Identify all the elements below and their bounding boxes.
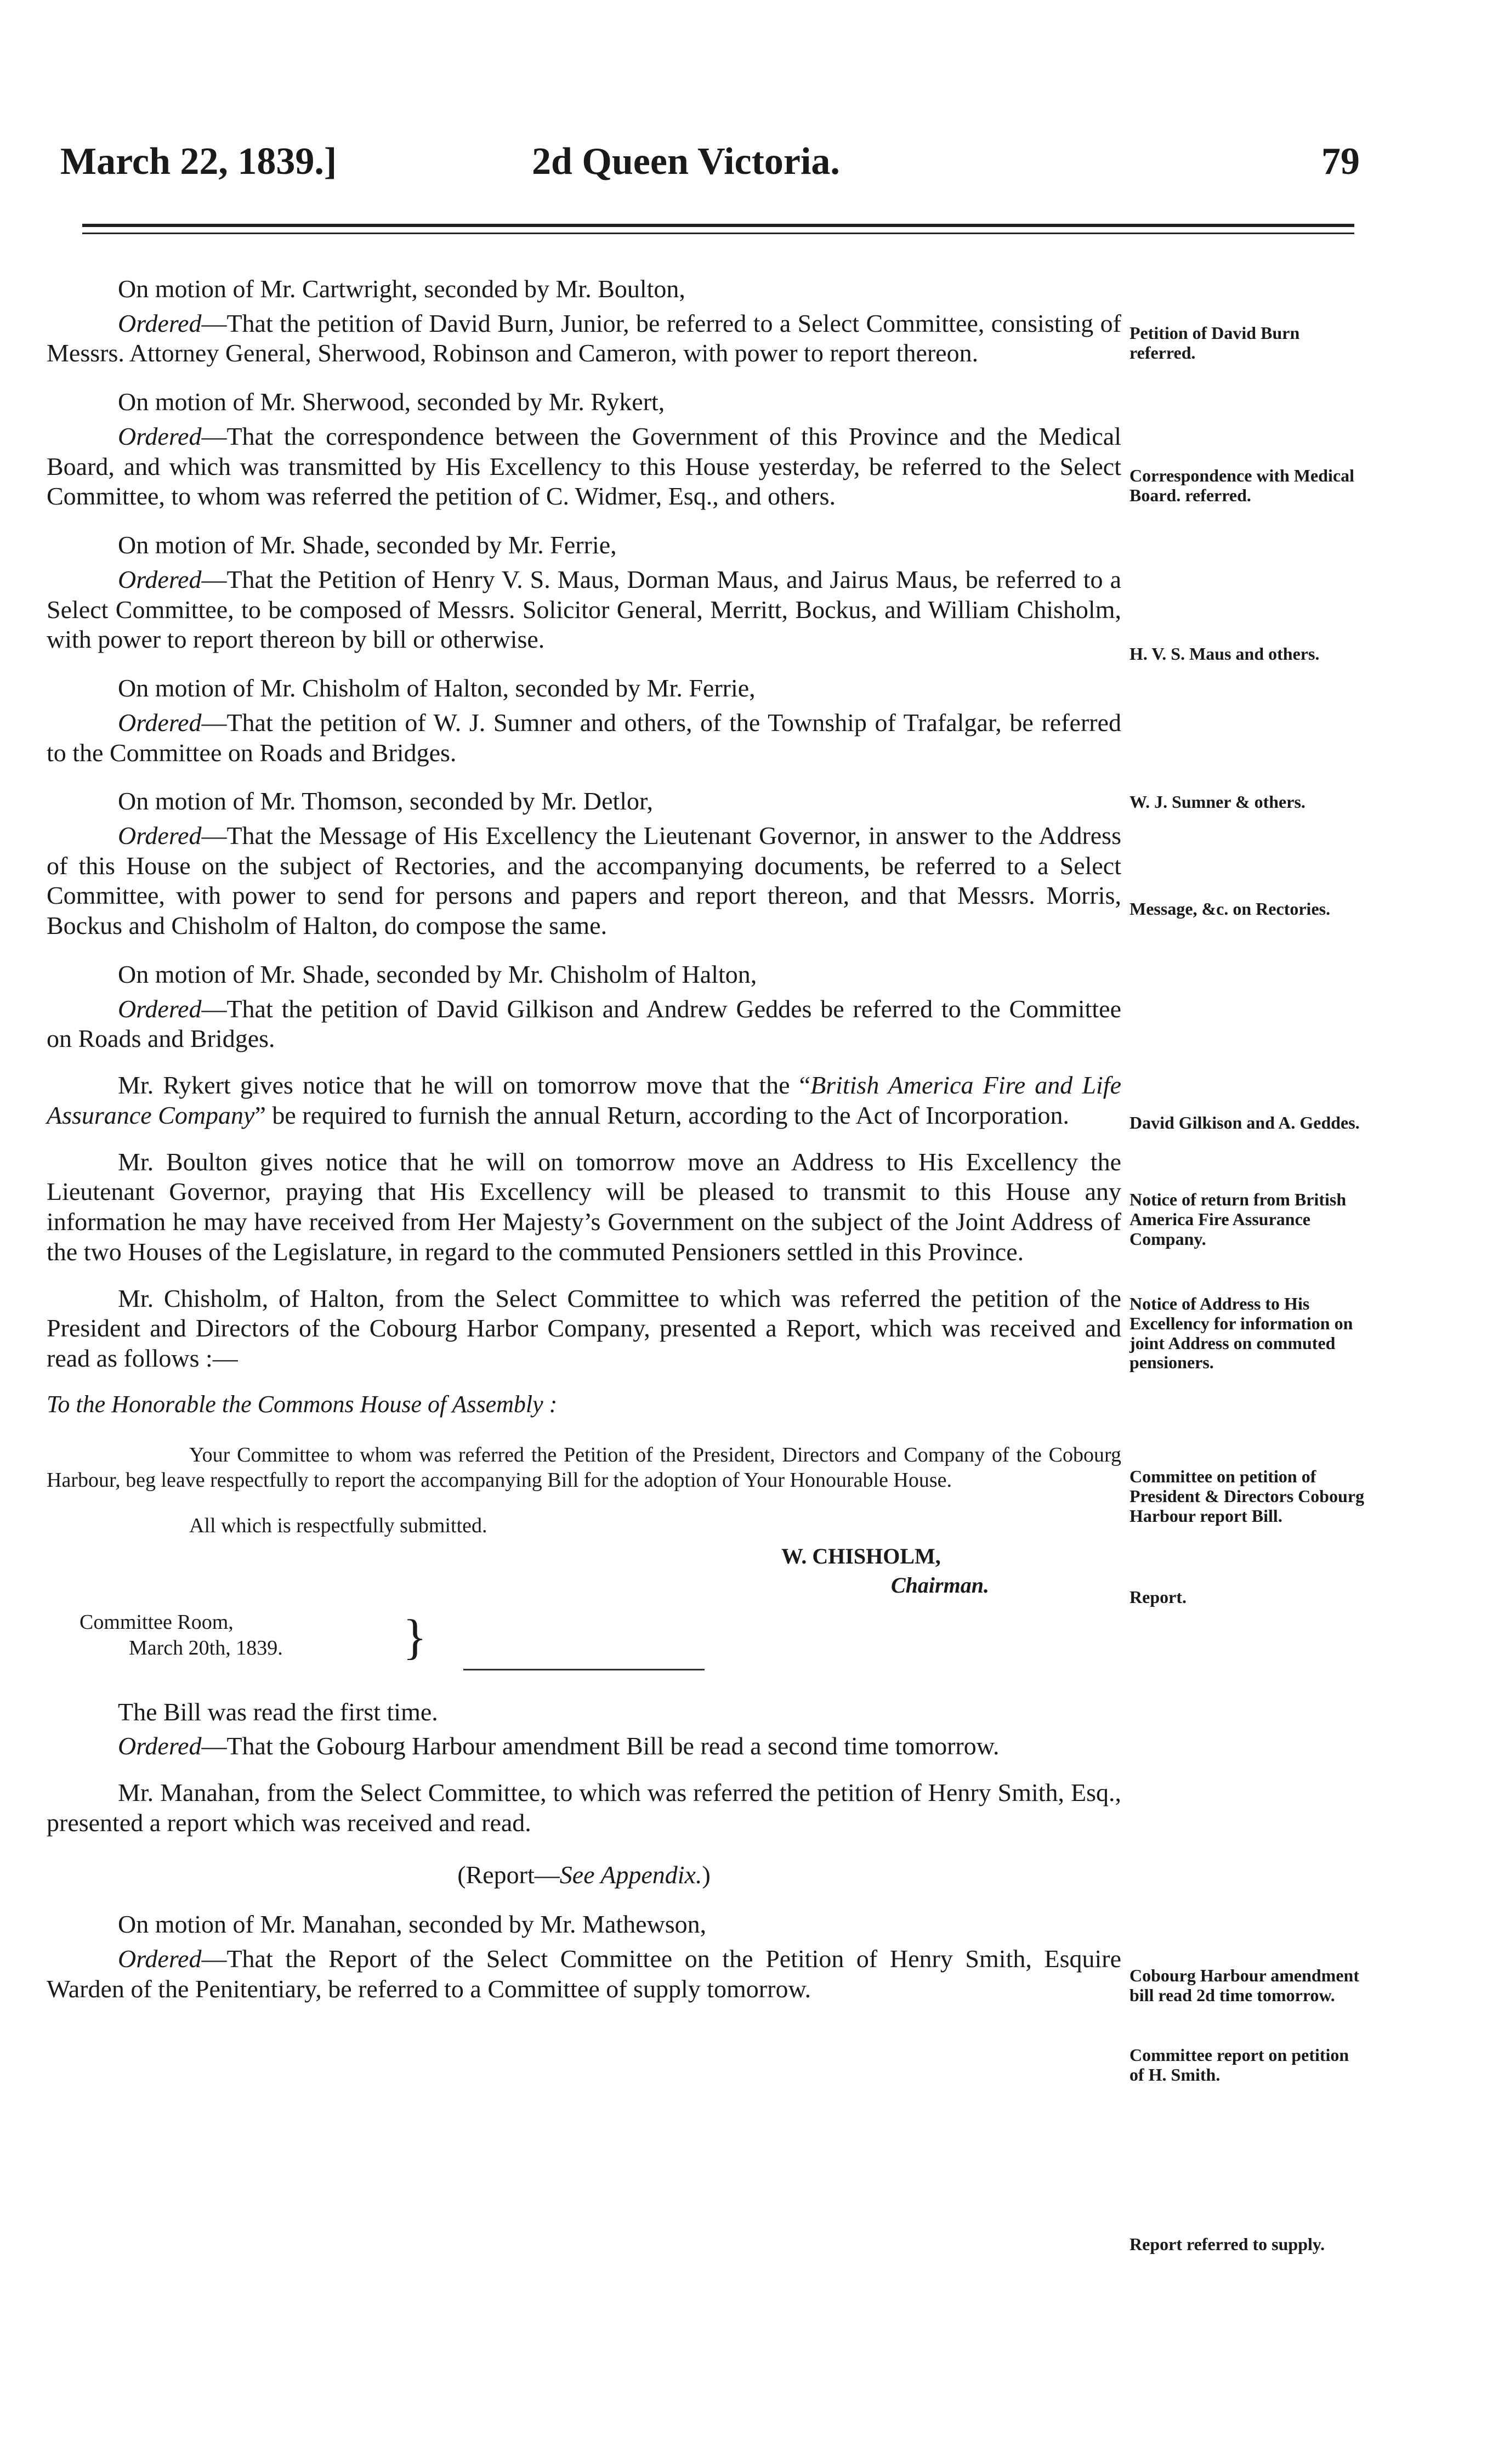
- ordered-label: Ordered: [118, 1945, 202, 1973]
- notice-text-end: ” be required to furnish the annual Return, according to the Act of Incorporation.: [254, 1101, 1070, 1129]
- margin-note: Committee on petition of President & Directors Cobourg Harbour report Bill.: [1129, 1466, 1365, 1526]
- main-column: [47, 258, 1121, 2021]
- brace-glyph: }: [403, 1610, 427, 1664]
- margin-note: Notice of Address to His Excellency for information on joint Address on commuted pensioners.: [1129, 1294, 1353, 1373]
- ordered-label: Ordered: [118, 422, 202, 450]
- order-paragraph: [47, 821, 1121, 941]
- signature-rule: [463, 1669, 705, 1670]
- date-line: March 20th, 1839.: [129, 1636, 283, 1660]
- report-submitted: All which is respectfully submitted.: [189, 1514, 487, 1538]
- committee-report-paragraph: Mr. Manahan, from the Select Committee, to which was referred the petition of Henry Smith, Esq., presented a report which was received and read.: [47, 1778, 1121, 1837]
- notice-text: Mr. Boulton gives notice that he will on tomorrow move an Address to His Excellency the Lieutenant Governor, praying that His Excellency will be pleased to transmit to this House any information he may have received from Her Majesty’s Government on the subject of the Joint Address of the two Houses of the Legislature, in regard to the commuted Pensioners settled in this Province.: [47, 1147, 1121, 1266]
- ordered-label: Ordered: [118, 309, 202, 337]
- motion-line: On motion of Mr. Cartwright, seconded by Mr. Boulton,: [118, 275, 685, 303]
- company-name: British America Fire and Life Assurance Company: [47, 1071, 1121, 1129]
- ordered-label: Ordered: [118, 994, 202, 1023]
- ordered-label: Ordered: [118, 822, 202, 850]
- margin-note: Message, &c. on Rectories.: [1129, 899, 1331, 919]
- margin-note: Notice of return from British America Fire Assurance Company.: [1129, 1189, 1347, 1249]
- order-paragraph: [47, 422, 1121, 512]
- order-paragraph: [47, 1731, 1121, 1761]
- order-text: —That the Gobourg Harbour amendment Bill be read a second time tomorrow.: [201, 1732, 1000, 1760]
- header-rule: [82, 224, 1354, 227]
- appendix-ref: See Appendix.: [559, 1860, 702, 1889]
- order-text: —That the Report of the Select Committee on the Petition of Henry Smith, Esquire Warden of the Penitentiary, be referred to a Committee of supply tomorrow.: [47, 1945, 1121, 2003]
- order-text: —That the petition of W. J. Sumner and others, of the Township of Trafalgar, be referred to the Committee on Roads and Bridges.: [47, 708, 1121, 767]
- appendix-line: [47, 1860, 1121, 1890]
- motion-line: On motion of Mr. Shade, seconded by Mr. Chisholm of Halton,: [118, 960, 757, 988]
- committee-room-dateline: [80, 1610, 1121, 1675]
- order-paragraph: [47, 708, 1121, 768]
- order-paragraph: [47, 565, 1121, 655]
- order-text: —That the petition of David Gilkison and Andrew Geddes be referred to the Committee on Roads and Bridges.: [47, 994, 1121, 1053]
- report-signatory-title: Chairman.: [891, 1573, 989, 1598]
- margin-note: David Gilkison and A. Geddes.: [1129, 1113, 1360, 1132]
- appendix-suffix: ): [702, 1860, 711, 1889]
- report-signatory: W. CHISHOLM,: [781, 1543, 941, 1568]
- order-text: —That the correspondence between the Government of this Province and the Medical Board, and which was transmitted by His Excellency to this House yesterday, be referred to the Select Committee, to whom was referred the petition of C. Widmer, Esq., and others.: [47, 422, 1121, 511]
- motion-line: On motion of Mr. Thomson, seconded by Mr. Detlor,: [118, 787, 654, 815]
- margin-note: H. V. S. Maus and others.: [1129, 644, 1320, 664]
- ordered-label: Ordered: [118, 1732, 202, 1760]
- report-body: Your Committee to whom was referred the Petition of the President, Directors and Company of the Cobourg Harbour, beg leave respectfully to report the accompanying Bill for the adoption of Your Honourable House.: [47, 1443, 1121, 1492]
- order-paragraph: [47, 309, 1121, 369]
- motion-line: On motion of Mr. Manahan, seconded by Mr. Mathewson,: [118, 1910, 707, 1939]
- motion-line: On motion of Mr. Shade, seconded by Mr. Ferrie,: [118, 531, 617, 559]
- page-number: 79: [1321, 140, 1360, 183]
- ordered-label: Ordered: [118, 708, 202, 737]
- motion-line: On motion of Mr. Sherwood, seconded by Mr. Rykert,: [118, 388, 665, 416]
- margin-note: Committee report on petition of H. Smith.: [1129, 2045, 1349, 2085]
- appendix-prefix: (Report—: [457, 1860, 560, 1889]
- place-line: Committee Room,: [80, 1610, 234, 1634]
- margin-note: Cobourg Harbour amendment bill read 2d time tomorrow.: [1129, 1965, 1359, 2005]
- motion-line: On motion of Mr. Chisholm of Halton, seconded by Mr. Ferrie,: [118, 674, 756, 703]
- notice-paragraph: [47, 1284, 1121, 1374]
- order-text: —That the petition of David Burn, Junior, be referred to a Select Committee, consisting of Messrs. Attorney General, Sherwood, Robinson and Cameron, with power to report thereon.: [47, 309, 1121, 367]
- report-address: To the Honorable the Commons House of Assembly :: [47, 1390, 558, 1418]
- margin-note: W. J. Sumner & others.: [1129, 792, 1305, 812]
- margin-note: Report.: [1129, 1587, 1187, 1607]
- margin-note: Petition of David Burn referred.: [1129, 323, 1300, 362]
- header-rule-thin: [82, 233, 1354, 234]
- order-paragraph: [47, 1944, 1121, 2004]
- notice-paragraph: [47, 1070, 1121, 1130]
- notice-text: Mr. Chisholm, of Halton, from the Select Committee to which was referred the petition of the President and Directors of the Cobourg Harbor Company, presented a Report, which was received and read as follows :—: [47, 1284, 1121, 1373]
- order-text: —That the Petition of Henry V. S. Maus, Dorman Maus, and Jairus Maus, be referred to a Select Committee, to be composed of Messrs. Solicitor General, Merritt, Bockus, and William Chisholm, with power to report thereon by bill or otherwise.: [47, 565, 1121, 654]
- margin-note: Report referred to supply.: [1129, 2234, 1325, 2254]
- order-paragraph: [47, 994, 1121, 1054]
- first-reading-line: The Bill was read the first time.: [118, 1697, 438, 1726]
- header-session: 2d Queen Victoria.: [532, 140, 840, 183]
- margin-note: Correspondence with Medical Board. referred.: [1129, 466, 1355, 505]
- ordered-label: Ordered: [118, 565, 202, 593]
- notice-text: Mr. Rykert gives notice that he will on tomorrow move that the “: [118, 1071, 811, 1100]
- order-text: —That the Message of His Excellency the Lieutenant Governor, in answer to the Address of this House on the subject of Rectories, and the accompanying documents, be referred to a Select Committee, with power to send for persons and papers and report thereon, and that Messrs. Morris, Bockus and Chisholm of Halton, do compose the same.: [47, 822, 1121, 940]
- notice-paragraph: [47, 1147, 1121, 1267]
- header-date: March 22, 1839.]: [60, 140, 337, 183]
